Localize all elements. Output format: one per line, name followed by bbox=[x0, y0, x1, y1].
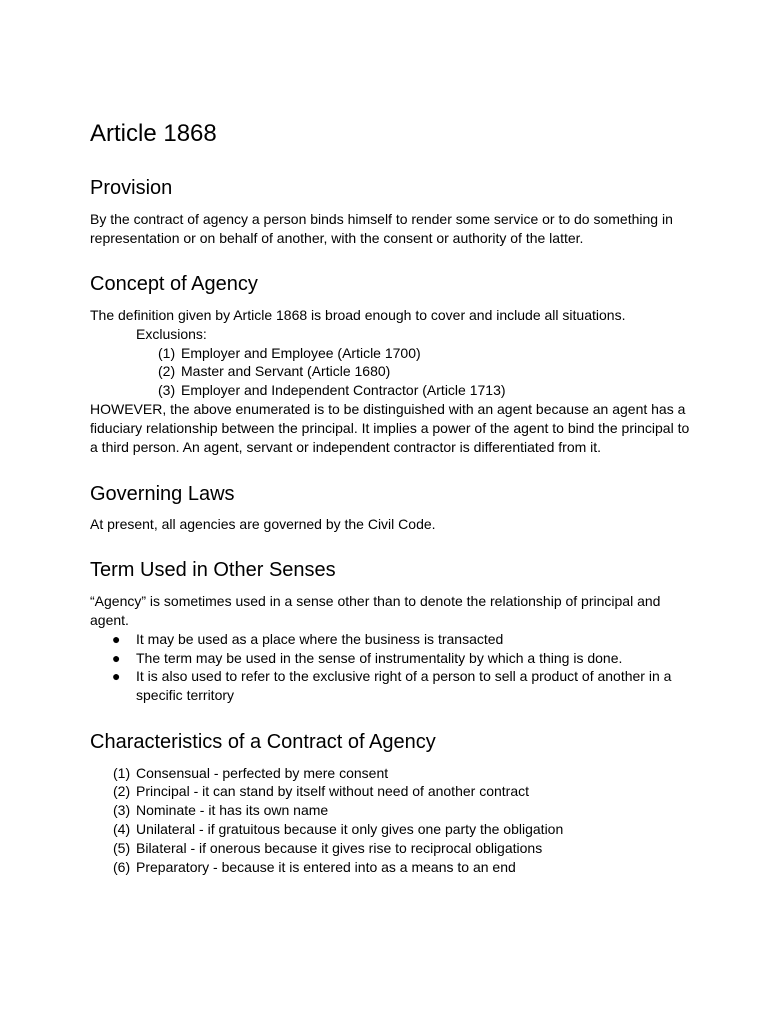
exclusions-label: Exclusions: bbox=[136, 326, 207, 342]
document-title: Article 1868 bbox=[90, 120, 217, 147]
provision-heading: Provision bbox=[90, 177, 173, 199]
bullet-text: It is also used to refer to the exclusive right of a person to sell a product of another in a specific territory bbox=[136, 668, 672, 703]
exclusion-text: Employer and Employee (Article 1700) bbox=[181, 344, 421, 361]
characteristic-number: (6) bbox=[113, 858, 131, 875]
concept-however: HOWEVER, the above enumerated is to be distinguished with an agent because an agent has a fiduciary relationship between the principal. It implies a power of the agent to bind the principal to a third person. An agent, servant or independent contractor is differentiated from it. bbox=[90, 401, 690, 455]
characteristic-text: Consensual - perfected by mere consent bbox=[136, 764, 389, 781]
bullet-icon: ● bbox=[112, 668, 121, 684]
concept-intro: The definition given by Article 1868 is broad enough to cover and include all situations. bbox=[90, 307, 626, 323]
exclusion-number: (3) bbox=[158, 382, 176, 398]
governing-text: At present, all agencies are governed by the Civil Code. bbox=[90, 516, 436, 532]
characteristic-text: Preparatory - because it is entered into as a means to an end bbox=[136, 858, 516, 875]
bullet-item bbox=[112, 649, 672, 668]
characteristic-number: (2) bbox=[113, 783, 131, 799]
term-intro: “Agency” is sometimes used in a sense other than to denote the relationship of principal and agent. bbox=[90, 593, 661, 628]
bullet-text: The term may be used in the sense of instrumentality by which a thing is done. bbox=[136, 649, 623, 666]
characteristic-text: Bilateral - if onerous because it gives rise to reciprocal obligations bbox=[136, 839, 543, 856]
characteristics-heading: Characteristics of a Contract of Agency bbox=[90, 731, 436, 753]
characteristic-number: (3) bbox=[113, 802, 131, 818]
characteristic-number: (4) bbox=[113, 821, 131, 837]
exclusion-number: (2) bbox=[158, 363, 176, 379]
provision-text: By the contract of agency a person binds himself to render some service or to do something in representation or on behalf of another, with the consent or authority of the latter. bbox=[90, 211, 673, 246]
concept-heading: Concept of Agency bbox=[90, 273, 258, 295]
governing-heading: Governing Laws bbox=[90, 483, 235, 505]
bullet-icon: ● bbox=[112, 630, 121, 647]
exclusion-text: Employer and Independent Contractor (Article 1713) bbox=[181, 382, 506, 398]
bullet-item bbox=[112, 630, 672, 649]
term-heading: Term Used in Other Senses bbox=[90, 559, 336, 581]
characteristic-text: Unilateral - if gratuitous because it only gives one party the obligation bbox=[136, 821, 564, 837]
bullet-icon: ● bbox=[112, 649, 121, 666]
bullet-item bbox=[112, 667, 672, 705]
characteristic-number: (1) bbox=[113, 764, 131, 781]
exclusion-number: (1) bbox=[158, 344, 176, 361]
exclusion-text: Master and Servant (Article 1680) bbox=[181, 363, 391, 379]
characteristic-text: Principal - it can stand by itself without need of another contract bbox=[136, 783, 529, 799]
characteristic-text: Nominate - it has its own name bbox=[136, 802, 329, 818]
characteristic-number: (5) bbox=[113, 839, 131, 856]
bullet-text: It may be used as a place where the business is transacted bbox=[136, 630, 504, 647]
